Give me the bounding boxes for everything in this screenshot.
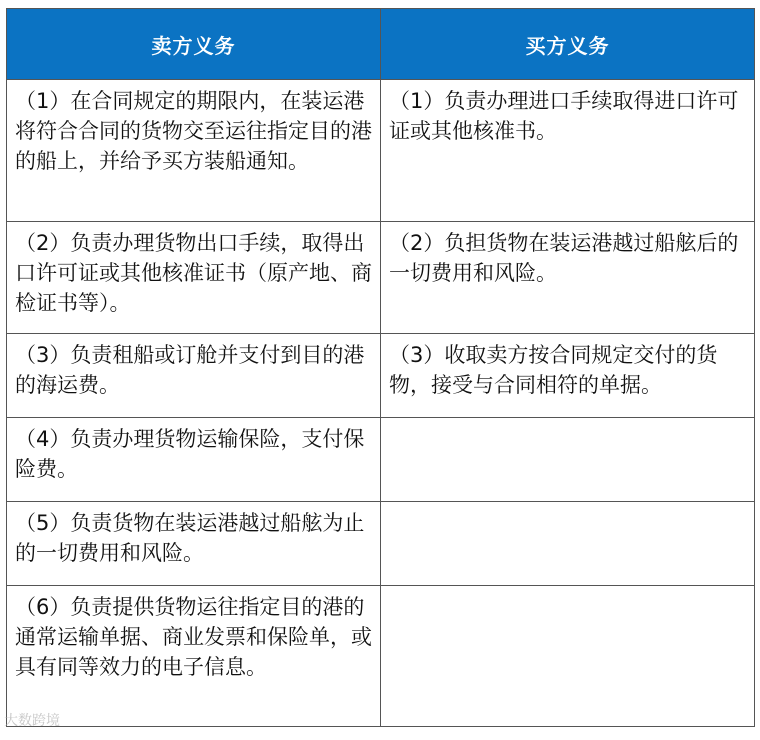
buyer-cell [381, 418, 755, 502]
top-margin [0, 0, 760, 8]
header-row [7, 9, 755, 80]
table-row [7, 502, 755, 586]
buyer-cell: （2）负担货物在装运港越过船舷后的一切费用和风险。 [381, 222, 755, 334]
table-row [7, 80, 755, 222]
seller-cell: （3）负责租船或订舱并支付到目的港的海运费。 [7, 334, 381, 418]
seller-cell: （1）在合同规定的期限内，在装运港将符合合同的货物交至运往指定目的港的船上，并给予买方装船通知。 [7, 80, 381, 222]
seller-cell: （6）负责提供货物运往指定目的港的通常运输单据、商业发票和保险单，或具有同等效力的电子信息。 [7, 586, 381, 727]
table-row [7, 586, 755, 727]
buyer-cell [381, 586, 755, 727]
table-row [7, 418, 755, 502]
obligations-table [6, 8, 755, 727]
table-row [7, 222, 755, 334]
watermark: 大数跨境 [4, 713, 60, 729]
seller-cell: （5）负责货物在装运港越过船舷为止的一切费用和风险。 [7, 502, 381, 586]
buyer-obligations-header: 买方义务 [381, 9, 755, 80]
table-row [7, 334, 755, 418]
buyer-cell: （3）收取卖方按合同规定交付的货物，接受与合同相符的单据。 [381, 334, 755, 418]
seller-cell: （2）负责办理货物出口手续，取得出口许可证或其他核准证书（原产地、商检证书等）。 [7, 222, 381, 334]
buyer-cell: （1）负责办理进口手续取得进口许可证或其他核准书。 [381, 80, 755, 222]
buyer-cell [381, 502, 755, 586]
seller-obligations-header: 卖方义务 [7, 9, 381, 80]
seller-cell: （4）负责办理货物运输保险，支付保险费。 [7, 418, 381, 502]
